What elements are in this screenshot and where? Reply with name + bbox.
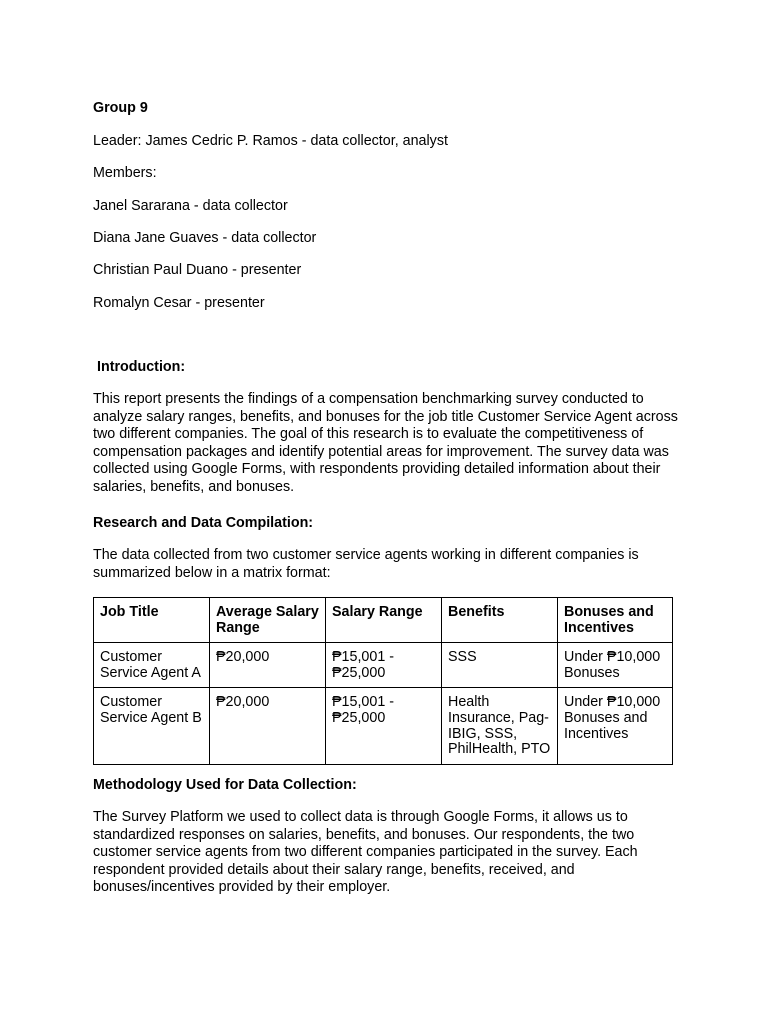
table-cell: Customer Service Agent A (94, 643, 210, 688)
leader-line: Leader: James Cedric P. Ramos - data collector, analyst (93, 133, 448, 149)
table-header-row (94, 598, 673, 643)
methodology-heading: Methodology Used for Data Collection: (93, 777, 357, 793)
header-cell: Average Salary Range (210, 598, 326, 643)
table-cell: Under ₱10,000 Bonuses and Incentives (558, 688, 673, 764)
table-cell: Customer Service Agent B (94, 688, 210, 764)
group-title: Group 9 (93, 100, 148, 116)
table-row (94, 688, 673, 764)
table-cell: ₱15,001 - ₱25,000 (326, 688, 442, 764)
table-cell: ₱20,000 (210, 643, 326, 688)
table-cell: ₱15,001 - ₱25,000 (326, 643, 442, 688)
member-item: Janel Sararana - data collector (93, 198, 288, 214)
header-cell: Job Title (94, 598, 210, 643)
table-cell: SSS (442, 643, 558, 688)
member-item: Christian Paul Duano - presenter (93, 262, 302, 278)
methodology-paragraph: The Survey Platform we used to collect data is through Google Forms, it allows us to standardized responses on salaries, benefits, and bonuses. Our respondents, the two customer service agents from two different companies participated in the survey. Each respondent provided details about their salary range, benefits, received, and bonuses/incentives provided by their employer. (93, 809, 638, 896)
table-cell: ₱20,000 (210, 688, 326, 764)
research-heading: Research and Data Compilation: (93, 515, 314, 531)
header-cell: Benefits (442, 598, 558, 643)
members-label: Members: (93, 165, 157, 181)
table-row (94, 643, 673, 688)
table-cell: Under ₱10,000 Bonuses (558, 643, 673, 688)
research-paragraph: The data collected from two customer service agents working in different companies is summarized below in a matrix format: (93, 547, 639, 581)
table-cell: Health Insurance, Pag-IBIG, SSS, PhilHealth, PTO (442, 688, 558, 764)
member-item: Romalyn Cesar - presenter (93, 295, 265, 311)
header-cell: Salary Range (326, 598, 442, 643)
member-item: Diana Jane Guaves - data collector (93, 230, 317, 246)
compensation-matrix-table (93, 597, 673, 765)
header-cell: Bonuses and Incentives (558, 598, 673, 643)
intro-paragraph: This report presents the findings of a compensation benchmarking survey conducted to analyze salary ranges, benefits, and bonuses for the job title Customer Service Agent across two different companies. The goal of this research is to evaluate the competitiveness of compensation packages and identify potential areas for improvement. The survey data was collected using Google Forms, with respondents providing detailed information about their salaries, benefits, and bonuses. (93, 391, 678, 495)
intro-heading: Introduction: (97, 359, 186, 375)
